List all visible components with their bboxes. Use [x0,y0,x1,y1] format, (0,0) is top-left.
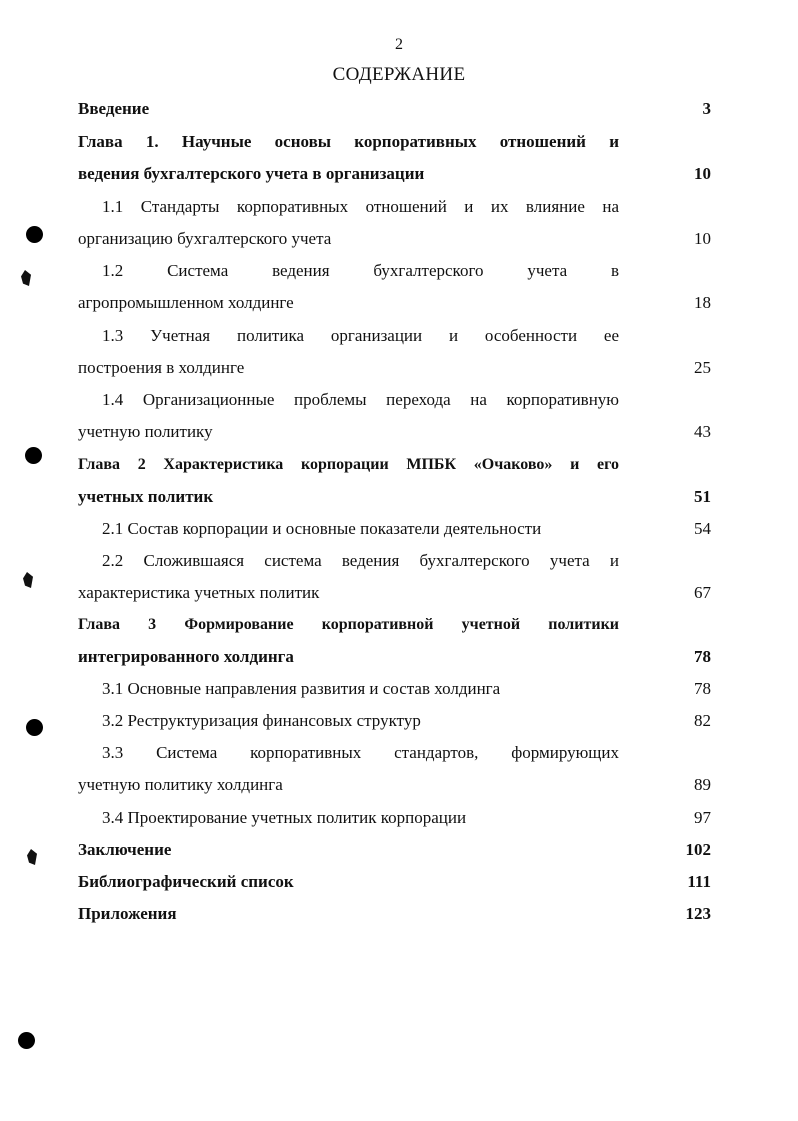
toc-entry-label: 1.2 Система ведения бухгалтерского учета в [102,261,619,280]
punch-mark-1 [21,270,31,286]
toc-entry-page: 3 [702,99,711,118]
toc-entry-page: 111 [687,872,711,891]
toc-entry-label-cont: учетных политик [78,487,214,506]
punch-mark-3 [27,849,37,865]
toc-entry-chapter-3 [78,615,711,667]
toc-entry-page: 51 [694,487,711,506]
toc-entry-label-cont: интегрированного холдинга [78,647,294,666]
toc-entry-conclusion [78,840,711,860]
toc-entry-1-1 [78,197,711,249]
toc-entry-page: 25 [694,358,711,377]
page-number: 2 [395,36,403,53]
toc-entry-3-3 [78,743,711,795]
toc-entry-3-1 [78,679,711,699]
toc-entry-label: Глава 2 Характеристика корпорации МПБК «Очаково» и его [78,456,619,473]
toc-entry-label: Заключение [78,840,172,859]
toc-entry-label: 3.2 Реструктуризация финансовых структур [102,711,421,730]
punch-hole-4 [18,1032,35,1049]
toc-entry-label: 1.3 Учетная политика организации и особенности ее [102,326,619,345]
toc-entry-label: 3.3 Система корпоративных стандартов, формирующих [102,743,619,762]
toc-entry-label-cont: учетную политику холдинга [78,775,283,794]
toc-entry-page: 123 [685,904,711,923]
toc-entry-page: 102 [685,840,711,859]
toc-entry-3-2 [78,711,711,731]
toc-entry-page: 89 [694,775,711,794]
toc-entry-label: 1.4 Организационные проблемы перехода на корпоративную [102,390,619,409]
toc-entry-1-3 [78,326,711,378]
toc-entry-1-2 [78,261,711,313]
toc-entry-2-2 [78,551,711,603]
toc-entry-label: Глава 3 Формирование корпоративной учетной политики [78,616,619,633]
toc-entry-page: 10 [694,229,711,248]
toc-entry-page: 54 [694,519,711,538]
toc-entry-label-cont: агропромышленном холдинге [78,293,294,312]
toc-entry-label-cont: характеристика учетных политик [78,583,320,602]
toc-entry-introduction [78,99,711,119]
toc-entry-chapter-2 [78,455,711,507]
toc-entry-page: 67 [694,583,711,602]
toc-entry-3-4 [78,808,711,828]
toc-entry-chapter-1 [78,132,711,184]
toc-entry-label: Библиографический список [78,872,294,891]
toc-entry-page: 78 [694,647,711,666]
toc-entry-page: 10 [694,164,711,183]
toc-entry-label-cont: построения в холдинге [78,358,245,377]
toc-entry-1-4 [78,390,711,442]
toc-entry-label-cont: ведения бухгалтерского учета в организации [78,164,425,183]
toc-entry-label: Глава 1. Научные основы корпоративных отношений и [78,132,619,151]
punch-hole-2 [25,447,42,464]
toc-entry-label: Приложения [78,904,177,923]
toc-entry-label: 2.2 Сложившаяся система ведения бухгалтерского учета и [102,551,619,570]
toc-entry-page: 43 [694,422,711,441]
toc-entry-page: 18 [694,293,711,312]
toc-entry-label-cont: учетную политику [78,422,213,441]
toc-entry-label: 1.1 Стандарты корпоративных отношений и их влияние на [102,197,619,216]
punch-hole-1 [26,226,43,243]
toc-entry-label-cont: организацию бухгалтерского учета [78,229,332,248]
toc-entry-page: 97 [694,808,711,827]
punch-mark-2 [23,572,33,588]
toc-entry-page: 78 [694,679,711,698]
page-title: СОДЕРЖАНИЕ [332,64,466,85]
punch-hole-3 [26,719,43,736]
toc-entry-2-1 [78,519,711,539]
toc-entry-appendix [78,904,711,924]
toc-entry-label: 3.1 Основные направления развития и состав холдинга [102,679,501,698]
toc-entry-page: 82 [694,711,711,730]
toc-entry-bibliography [78,872,711,892]
toc-entry-label: Введение [78,99,150,118]
toc-entry-label: 2.1 Состав корпорации и основные показатели деятельности [102,519,542,538]
toc-entry-label: 3.4 Проектирование учетных политик корпорации [102,808,467,827]
